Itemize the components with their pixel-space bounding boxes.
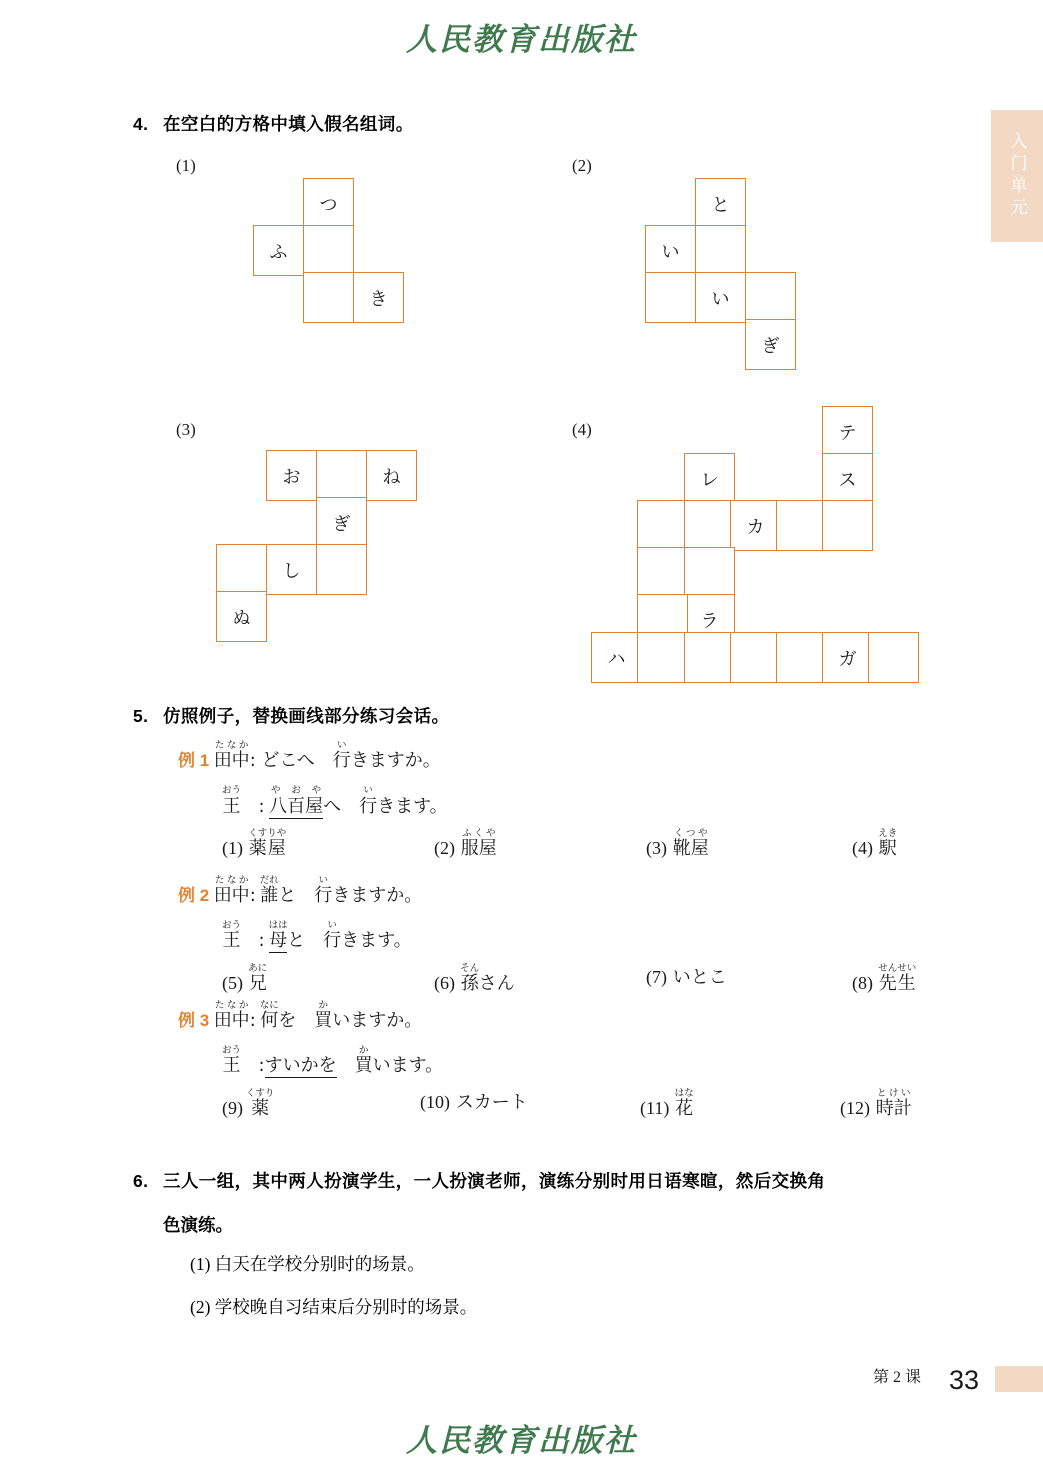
- grid-cell[interactable]: [645, 272, 696, 323]
- exercise-6-number: 6.: [133, 1171, 149, 1191]
- grid-cell[interactable]: い: [645, 225, 696, 276]
- option-word: 時計とけい: [875, 1088, 912, 1119]
- option-word: 薬屋くすりや: [248, 828, 287, 859]
- grid-cell[interactable]: ハ: [591, 632, 642, 683]
- footer-decoration-block: [995, 1366, 1043, 1392]
- grid-cell[interactable]: [776, 632, 827, 683]
- grid-cell[interactable]: [316, 450, 367, 501]
- option-word: 靴屋くつや: [672, 828, 709, 859]
- unit-side-tab: [991, 110, 1043, 242]
- option-word: 先生せんせい: [878, 963, 917, 994]
- example-3-speaker: 田中たなか:: [213, 1000, 256, 1031]
- grid-cell[interactable]: [637, 500, 688, 551]
- option-word: 駅えき: [878, 828, 898, 859]
- example-3-speaker-2: 王おう :: [222, 1045, 265, 1076]
- exercise-6-title-line-2: 色演练。: [163, 1215, 233, 1235]
- option-item[interactable]: [420, 1088, 528, 1114]
- option-word: 薬くすり: [245, 1088, 275, 1119]
- option-item[interactable]: [852, 963, 916, 995]
- example-1-line-2: [222, 785, 448, 816]
- grid-cell[interactable]: [684, 547, 735, 598]
- exercise-4-heading: [133, 111, 414, 136]
- example-2-underlined: 母はは: [268, 920, 288, 951]
- grid-cell[interactable]: レ: [684, 453, 735, 504]
- footer-lesson-label: 第 2 课: [872, 1369, 921, 1386]
- grid-cell[interactable]: ぎ: [316, 497, 367, 548]
- example-2-line-1: [178, 875, 422, 905]
- option-item[interactable]: [434, 828, 497, 860]
- footer-page-number: 33: [948, 1365, 979, 1395]
- example-1-speaker: 田中たなか:: [213, 740, 262, 771]
- grid-cell[interactable]: [822, 500, 873, 551]
- option-number: (7): [646, 967, 667, 987]
- option-number: (11): [640, 1098, 670, 1118]
- option-number: (3): [646, 838, 667, 858]
- grid-cell[interactable]: [684, 500, 735, 551]
- example-2-speaker: 田中たなか:: [213, 875, 256, 906]
- grid-cell[interactable]: カ: [730, 500, 781, 551]
- example-3-underlined: すいかを: [264, 1055, 337, 1076]
- example-3-line-1: [178, 1000, 422, 1030]
- grid-cell[interactable]: お: [266, 450, 317, 501]
- publisher-logo-bottom: 人民教育出版社: [406, 1423, 637, 1458]
- grid-cell[interactable]: つ: [303, 178, 354, 229]
- option-number: (10): [420, 1092, 450, 1112]
- option-number: (4): [852, 838, 873, 858]
- example-3-line-2: [222, 1045, 443, 1075]
- grid-cell[interactable]: テ: [822, 406, 873, 457]
- option-number: (2): [434, 838, 455, 858]
- option-word: 服屋ふくや: [460, 828, 497, 859]
- option-number: (8): [852, 973, 873, 993]
- example-2-tag: 例 2: [178, 886, 210, 905]
- grid-cell[interactable]: [730, 632, 781, 683]
- option-number: (5): [222, 973, 243, 993]
- option-number: (1): [222, 838, 243, 858]
- option-item[interactable]: [852, 828, 897, 860]
- option-word: 孫そん: [460, 963, 480, 994]
- grid-cell[interactable]: [316, 544, 367, 595]
- grid-cell[interactable]: と: [695, 178, 746, 229]
- grid-cell[interactable]: ス: [822, 453, 873, 504]
- exercise-5-heading: [133, 703, 449, 728]
- exercise-6-item-1: (1) 白天在学校分别时的场景。: [190, 1254, 425, 1274]
- option-item[interactable]: [640, 1088, 694, 1120]
- example-2-rest: と 行いきます。: [287, 920, 412, 951]
- option-item[interactable]: [646, 828, 709, 860]
- grid-cell[interactable]: ふ: [253, 225, 304, 276]
- example-2-sentence: 誰だれと 行いきますか。: [259, 875, 423, 906]
- example-1-rest: へ 行いきます。: [323, 785, 448, 817]
- option-word: いとこ: [672, 967, 727, 988]
- exercise-5-number: 5.: [133, 706, 149, 726]
- example-2-line-2: [222, 920, 412, 950]
- example-1-speaker-2: 王おう :: [222, 785, 265, 817]
- example-1-underlined: 八百屋や お や: [269, 785, 324, 817]
- puzzle-2-label: (2): [572, 156, 592, 175]
- option-number: (6): [434, 973, 455, 993]
- option-item[interactable]: [222, 963, 267, 995]
- option-word: 花はな: [674, 1088, 694, 1119]
- exercise-6-title-line-1: 三人一组，其中两人扮演学生，一人扮演老师，演练分别时用日语寒暄，然后交换角: [163, 1171, 826, 1191]
- exercise-6-item-2: (2) 学校晚自习结束后分别时的场景。: [190, 1297, 478, 1317]
- grid-cell[interactable]: [684, 632, 735, 683]
- grid-cell[interactable]: [303, 272, 354, 323]
- grid-cell[interactable]: [216, 544, 267, 595]
- puzzle-4-label: (4): [572, 420, 592, 439]
- example-1-line-1: [178, 740, 441, 770]
- example-2-speaker-2: 王おう :: [222, 920, 265, 951]
- example-1-sentence: どこへ 行いきますか。: [261, 740, 441, 771]
- puzzle-3-label: (3): [176, 420, 196, 439]
- grid-cell[interactable]: [637, 547, 688, 598]
- exercise-4-number: 4.: [133, 114, 149, 134]
- option-number: (9): [222, 1098, 243, 1118]
- puzzle-1-label: (1): [176, 156, 196, 175]
- publisher-logo-top: 人民教育出版社: [406, 22, 637, 57]
- grid-cell[interactable]: [695, 225, 746, 276]
- exercise-5-title: 仿照例子，替换画线部分练习会话。: [163, 706, 450, 726]
- option-item[interactable]: [222, 828, 286, 860]
- exercise-4-title: 在空白的方格中填入假名组词。: [163, 114, 414, 134]
- unit-side-tab-label: 入门单元: [1007, 132, 1027, 220]
- example-3-tag: 例 3: [178, 1011, 210, 1030]
- grid-cell[interactable]: ぎ: [745, 319, 796, 370]
- grid-cell[interactable]: [868, 632, 919, 683]
- option-number: (12): [840, 1098, 870, 1118]
- example-3-rest: 買かいます。: [354, 1045, 444, 1076]
- grid-cell[interactable]: [303, 225, 354, 276]
- grid-cell[interactable]: ラ: [684, 594, 735, 645]
- example-1-tag: 例 1: [178, 751, 210, 770]
- grid-cell[interactable]: き: [353, 272, 404, 323]
- option-item[interactable]: [646, 963, 727, 989]
- grid-cell[interactable]: ね: [366, 450, 417, 501]
- option-item[interactable]: [840, 1088, 912, 1120]
- exercise-6-heading: [133, 1168, 825, 1193]
- grid-cell[interactable]: [637, 632, 688, 683]
- option-word: スカート: [455, 1092, 528, 1113]
- grid-cell[interactable]: [745, 272, 796, 323]
- grid-cell[interactable]: [776, 500, 827, 551]
- example-3-sentence: 何なにを 買かいますか。: [259, 1000, 423, 1031]
- grid-cell[interactable]: ぬ: [216, 591, 267, 642]
- option-word: 兄あに: [248, 963, 268, 994]
- grid-cell[interactable]: ガ: [822, 632, 873, 683]
- option-item[interactable]: (6) 孫そんさん: [434, 963, 515, 994]
- option-item[interactable]: [222, 1088, 274, 1120]
- grid-cell[interactable]: い: [695, 272, 746, 323]
- grid-cell[interactable]: し: [266, 544, 317, 595]
